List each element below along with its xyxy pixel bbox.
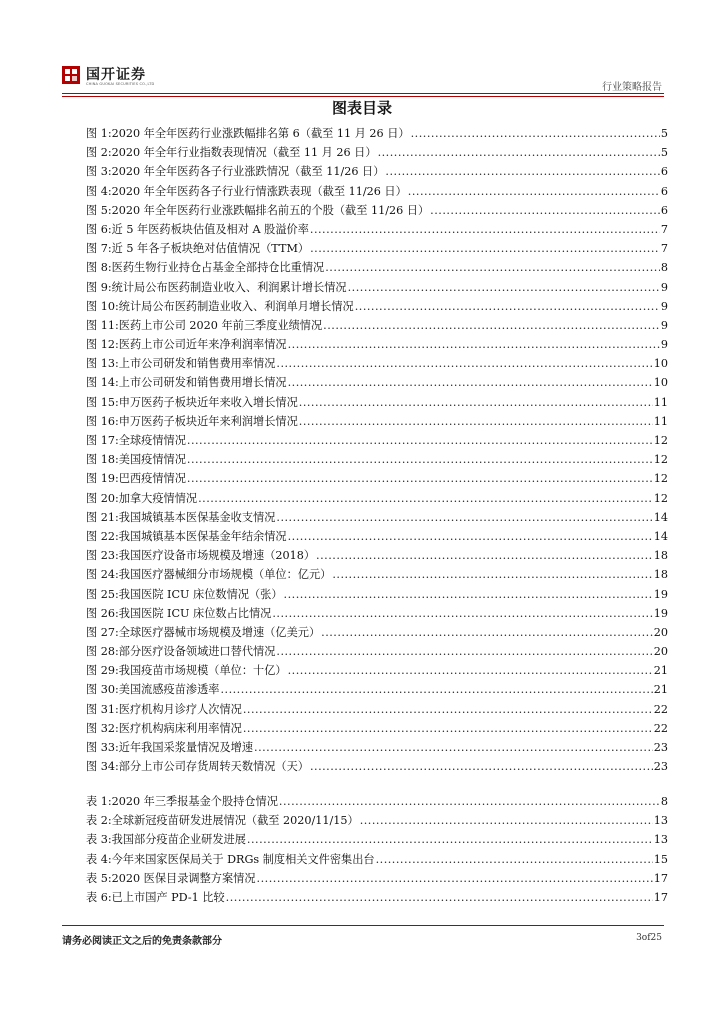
entry-page: 20 — [653, 625, 668, 639]
entry-page: 21 — [653, 664, 668, 678]
dot-leader — [254, 741, 653, 754]
entry-page: 14 — [653, 529, 668, 543]
entry-label: 图 7: — [86, 242, 112, 256]
dot-leader — [187, 434, 653, 447]
entry-page: 11 — [653, 395, 668, 409]
entry-page: 12 — [653, 453, 668, 467]
entry-page: 6 — [660, 203, 668, 217]
figure-entry[interactable] — [86, 432, 668, 451]
dot-leader — [430, 204, 660, 217]
entry-label: 图 15: — [86, 395, 119, 409]
figure-entry[interactable] — [86, 701, 668, 720]
entry-page: 12 — [653, 491, 668, 505]
logo-mark-icon — [62, 66, 80, 84]
entry-page: 6 — [660, 184, 668, 198]
report-type: 行业策略报告 — [602, 82, 662, 93]
entry-page: 12 — [653, 434, 668, 447]
dot-leader — [243, 722, 653, 735]
figure-entry[interactable] — [86, 490, 668, 509]
page-title: 图表目录 — [331, 99, 392, 117]
figure-entry[interactable] — [86, 624, 668, 643]
entry-label: 表 4: — [86, 852, 112, 866]
entry-label: 图 29: — [86, 664, 119, 678]
figure-entry[interactable] — [86, 662, 668, 681]
dot-leader — [247, 833, 653, 846]
dot-leader — [288, 376, 653, 389]
entry-label: 图 16: — [86, 414, 119, 428]
entry-label: 图 19: — [86, 472, 119, 486]
figure-entry[interactable] — [86, 739, 668, 758]
figure-entry[interactable] — [86, 298, 668, 317]
figure-entry[interactable] — [86, 528, 668, 547]
dot-leader — [276, 357, 652, 370]
entry-title: 我国疫苗市场规模（单位：十亿） — [118, 664, 287, 678]
entry-page: 13 — [653, 814, 668, 828]
table-entry[interactable] — [86, 870, 668, 889]
figure-entry[interactable] — [86, 144, 668, 163]
entry-page: 17 — [653, 890, 668, 904]
entry-page: 8 — [660, 261, 668, 275]
entry-page: 22 — [653, 721, 668, 735]
entry-title: 医疗机构病床利用率情况 — [118, 721, 242, 735]
entry-title: 全球疫情情况 — [118, 434, 186, 447]
entry-title: 我国城镇基本医保基金年结余情况 — [118, 529, 287, 543]
figure-entry[interactable] — [86, 125, 668, 144]
entry-page: 14 — [653, 510, 668, 524]
figure-entry[interactable] — [86, 202, 668, 221]
entry-title: 上市公司研发和销售费用增长情况 — [118, 376, 287, 390]
entry-page: 5 — [660, 127, 668, 140]
entry-label: 图 3: — [86, 165, 112, 179]
entry-title: 上市公司研发和销售费用率情况 — [118, 357, 276, 371]
dot-leader — [288, 530, 653, 543]
figure-entry[interactable] — [86, 183, 668, 202]
figure-entry[interactable] — [86, 720, 668, 739]
footer-disclaimer: 请务必阅读正文之后的免责条款部分 — [62, 936, 222, 947]
entry-title: 统计局公布医药制造业收入、利润单月增长情况 — [118, 299, 354, 313]
dot-leader — [257, 872, 653, 885]
entry-title: 近年我国采浆量情况及增速 — [118, 741, 254, 754]
entry-title: 2020 年全年医药各子行业行情涨跌表现（截至 11/26 日） — [111, 184, 407, 198]
entry-page: 6 — [660, 165, 668, 179]
entry-title: 部分上市公司存货周转天数情况（天） — [118, 760, 309, 774]
entry-title: 申万医药子板块近年来利润增长情况 — [118, 414, 298, 428]
figure-entry[interactable] — [86, 758, 668, 777]
entry-page: 19 — [653, 587, 668, 601]
entry-title: 医药上市公司近年来净利润率情况 — [118, 338, 287, 352]
entry-label: 图 4: — [86, 184, 112, 198]
entry-page: 9 — [660, 299, 668, 313]
entry-page: 23 — [653, 760, 668, 774]
logo-subtitle: CHINA GUOKAI SECURITIES CO.,LTD — [86, 82, 155, 86]
dot-leader — [408, 185, 660, 198]
entry-title: 2020 年全年医药行业涨跌幅排名第 6（截至 11 月 26 日） — [111, 127, 410, 140]
figure-entry[interactable] — [86, 336, 668, 355]
entry-page: 9 — [660, 280, 668, 294]
dot-leader — [284, 588, 653, 601]
entry-page: 9 — [660, 318, 668, 332]
figure-entry[interactable] — [86, 470, 668, 489]
table-list — [86, 793, 668, 908]
entry-title: 近 5 年医药板块估值及相对 A 股溢价率 — [111, 222, 309, 236]
entry-page: 19 — [653, 606, 668, 620]
table-entry[interactable] — [86, 831, 668, 850]
entry-label: 图 9: — [86, 280, 112, 294]
entry-title: 加拿大疫情情况 — [118, 491, 198, 505]
dot-leader — [321, 626, 653, 639]
page-header — [0, 0, 724, 100]
footer-rule — [62, 925, 664, 926]
entry-label: 图 6: — [86, 222, 112, 236]
entry-label: 图 11: — [86, 318, 119, 332]
entry-page: 7 — [660, 222, 668, 236]
entry-label: 表 2: — [86, 814, 112, 828]
entry-title: 2020 医保目录调整方案情况 — [111, 871, 256, 885]
figure-entry[interactable] — [86, 451, 668, 470]
figure-entry[interactable] — [86, 240, 668, 259]
dot-leader — [299, 396, 653, 409]
entry-title: 巴西疫情情况 — [118, 472, 186, 486]
entry-title: 我国医院 ICU 床位数占比情况 — [118, 606, 272, 620]
entry-title: 申万医药子板块近年来收入增长情况 — [118, 395, 298, 409]
entry-label: 图 22: — [86, 529, 119, 543]
entry-label: 图 32: — [86, 721, 119, 735]
dot-leader — [310, 242, 660, 255]
entry-title: 我国医疗设备市场规模及增速（2018） — [118, 549, 316, 563]
entry-label: 表 3: — [86, 833, 112, 847]
entry-title: 医药上市公司 2020 年前三季度业绩情况 — [118, 318, 323, 332]
entry-label: 图 26: — [86, 606, 119, 620]
entry-label: 图 1: — [86, 127, 112, 140]
entry-label: 表 1: — [86, 795, 112, 808]
entry-label: 图 28: — [86, 645, 119, 659]
entry-title: 全球医疗器械市场规模及增速（亿美元） — [118, 625, 321, 639]
entry-page: 11 — [653, 414, 668, 428]
entry-page: 10 — [653, 357, 668, 371]
entry-label: 图 34: — [86, 760, 119, 774]
entry-label: 表 6: — [86, 890, 112, 904]
figure-entry[interactable] — [86, 605, 668, 624]
entry-label: 图 14: — [86, 376, 119, 390]
figure-entry[interactable] — [86, 374, 668, 393]
dot-leader — [276, 645, 652, 658]
entry-label: 图 18: — [86, 453, 119, 467]
dot-leader — [198, 492, 653, 505]
table-entry[interactable] — [86, 851, 668, 870]
dot-leader — [360, 814, 653, 827]
entry-page: 9 — [660, 338, 668, 352]
entry-label: 图 31: — [86, 702, 119, 716]
entry-title: 统计局公布医药制造业收入、利润累计增长情况 — [111, 280, 347, 294]
entry-page: 5 — [660, 146, 668, 160]
dot-leader — [272, 607, 652, 620]
figure-entry[interactable] — [86, 413, 668, 432]
page-number: 3of25 — [636, 933, 662, 943]
entry-label: 图 17: — [86, 434, 119, 447]
entry-page: 13 — [653, 833, 668, 847]
figure-entry[interactable] — [86, 394, 668, 413]
entry-title: 2020 年三季报基金个股持仓情况 — [111, 795, 278, 808]
figure-entry[interactable] — [86, 547, 668, 566]
entry-title: 我国城镇基本医保基金收支情况 — [118, 510, 276, 524]
entry-page: 12 — [653, 472, 668, 486]
entry-title: 全球新冠疫苗研发进展情况（截至 2020/11/15） — [111, 814, 359, 828]
entry-title: 美国疫情情况 — [118, 453, 186, 467]
entry-title: 部分医疗设备领域进口替代情况 — [118, 645, 276, 659]
figure-list — [86, 125, 668, 777]
entry-label: 图 20: — [86, 491, 119, 505]
dot-leader — [243, 703, 653, 716]
dot-leader — [276, 511, 652, 524]
entry-label: 图 24: — [86, 568, 119, 582]
figure-entry[interactable] — [86, 317, 668, 336]
entry-page: 15 — [653, 852, 668, 866]
entry-title: 医疗机构月诊疗人次情况 — [118, 702, 242, 716]
entry-title: 今年来国家医保局关于 DRGs 制度相关文件密集出台 — [111, 852, 375, 866]
entry-page: 7 — [660, 242, 668, 256]
dot-leader — [299, 415, 653, 428]
dot-leader — [310, 223, 660, 236]
entry-label: 图 8: — [86, 261, 112, 275]
company-logo — [62, 64, 182, 92]
entry-label: 图 10: — [86, 299, 119, 313]
dot-leader — [187, 453, 653, 466]
figure-entry[interactable] — [86, 586, 668, 605]
entry-label: 图 5: — [86, 203, 112, 217]
figure-entry[interactable] — [86, 643, 668, 662]
dot-leader — [310, 760, 653, 773]
dot-leader — [288, 664, 653, 677]
table-entry[interactable] — [86, 793, 668, 812]
dot-leader — [187, 472, 653, 485]
entry-label: 图 2: — [86, 146, 112, 160]
entry-page: 18 — [653, 549, 668, 563]
dot-leader — [279, 795, 660, 808]
entry-label: 图 12: — [86, 338, 119, 352]
entry-label: 图 30: — [86, 683, 119, 697]
dot-leader — [348, 281, 660, 294]
figure-entry[interactable] — [86, 221, 668, 240]
entry-page: 10 — [653, 376, 668, 390]
entry-label: 图 13: — [86, 357, 119, 371]
dot-leader — [323, 319, 660, 332]
figure-entry[interactable] — [86, 279, 668, 298]
dot-leader — [316, 549, 653, 562]
figure-entry[interactable] — [86, 355, 668, 374]
dot-leader — [376, 853, 653, 866]
entry-title: 我国部分疫苗企业研发进展 — [111, 833, 246, 847]
logo-name: 国开证券 — [86, 67, 146, 83]
entry-title: 2020 年全年医药行业涨跌幅排名前五的个股（截至 11/26 日） — [111, 203, 430, 217]
figure-entry[interactable] — [86, 566, 668, 585]
entry-page: 21 — [653, 683, 668, 697]
entry-title: 我国医院 ICU 床位数情况（张） — [118, 587, 283, 601]
entry-page: 8 — [660, 795, 668, 808]
entry-page: 22 — [653, 702, 668, 716]
dot-leader — [332, 568, 652, 581]
entry-title: 已上市国产 PD-1 比较 — [111, 890, 225, 904]
entry-title: 2020 年全年医药各子行业涨跌情况（截至 11/26 日） — [111, 165, 385, 179]
dot-leader — [411, 127, 660, 140]
entry-label: 表 5: — [86, 871, 112, 885]
dot-leader — [385, 165, 659, 178]
entry-label: 图 23: — [86, 549, 119, 563]
dot-leader — [355, 300, 660, 313]
dot-leader — [325, 261, 660, 274]
entry-title: 我国医疗器械细分市场规模（单位：亿元） — [118, 568, 332, 582]
table-entry[interactable] — [86, 812, 668, 831]
entry-label: 图 33: — [86, 741, 119, 754]
entry-title: 医药生物行业持仓占基金全部持仓比重情况 — [111, 261, 325, 275]
entry-page: 23 — [653, 741, 668, 754]
header-rule — [62, 93, 664, 94]
entry-label: 图 21: — [86, 510, 119, 524]
figure-entry[interactable] — [86, 163, 668, 182]
entry-page: 18 — [653, 568, 668, 582]
dot-leader — [220, 683, 652, 696]
figure-entry[interactable] — [86, 259, 668, 278]
dot-leader — [288, 338, 660, 351]
entry-page: 20 — [653, 645, 668, 659]
entry-title: 美国流感疫苗渗透率 — [118, 683, 220, 697]
figure-entry[interactable] — [86, 681, 668, 700]
entry-title: 近 5 年各子板块绝对估值情况（TTM） — [111, 242, 310, 256]
figure-entry[interactable] — [86, 509, 668, 528]
dot-leader — [378, 146, 660, 159]
entry-title: 2020 年全年行业指数表现情况（截至 11 月 26 日） — [111, 146, 377, 160]
table-entry[interactable] — [86, 889, 668, 908]
entry-page: 17 — [653, 871, 668, 885]
dot-leader — [226, 891, 653, 904]
entry-label: 图 27: — [86, 625, 119, 639]
entry-label: 图 25: — [86, 587, 119, 601]
